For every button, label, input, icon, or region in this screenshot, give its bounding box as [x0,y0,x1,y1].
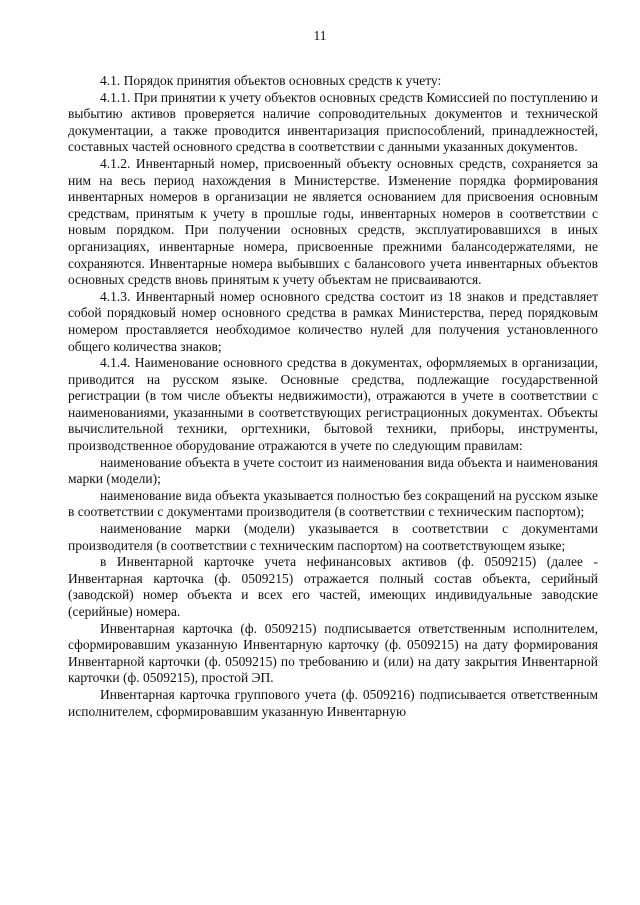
paragraph-section-4-1-2: 4.1.2. Инвентарный номер, присвоенный объекту основных средств, сохраняется за ним на весь период нахождения в Министерстве. Изменение порядка формирования инвентарных номеров в организации не является основанием для присвоения основным средствам, принятым к учету в прошлые годы, инвентарных номеров в соответствии с новым порядком. При получении основных средств, эксплуатировавшихся в иных организациях, инвентарные номера, присвоенные прежними балансодержателями, не сохраняются. Инвентарные номера выбывших с балансового учета инвентарных объектов основных средств вновь принятым к учету объектам не присваиваются. [68,155,598,288]
paragraph-inventory-card-signing: Инвентарная карточка (ф. 0509215) подписывается ответственным исполнителем, сформировавшим указанную Инвентарную карточку (ф. 0509215) на дату формирования Инвентарной карточки (ф. 0509215) по требованию и (или) на дату закрытия Инвентарной карточки (ф. 0509215), простой ЭП. [68,620,598,686]
document-body [68,73,598,720]
paragraph-rule-brand-model: наименование марки (модели) указывается в соответствии с документами производителя (в соответствии с техническим паспортом) на соответствующем языке; [68,521,598,553]
paragraph-section-4-1-4: 4.1.4. Наименование основного средства в документах, оформляемых в организации, приводится на русском языке. Основные средства, подлежащие государственной регистрации (в том числе объекты недвижимости), отражаются в учете в соответствии с наименованиями, указанными в соответствующих регистрационных документах. Объекты вычислительной техники, оргтехники, бытовой техники, приборы, инструменты, производственное оборудование отражаются в учете по следующим правилам: [68,355,598,454]
paragraph-rule-inventory-card: в Инвентарной карточке учета нефинансовых активов (ф. 0509215) (далее - Инвентарная карточка (ф. 0509215) отражается полный состав объекта, серийный (заводской) номер объекта и всех его частей, имеющих индивидуальные заводские (серийные) номера. [68,554,598,619]
page-number: 11 [313,28,327,43]
paragraph-rule-object-type: наименование вида объекта указывается полностью без сокращений на русском языке в соответствии с документами производителя (в соответствии с техническим паспортом); [68,487,598,520]
paragraph-section-4-1-1: 4.1.1. При принятии к учету объектов основных средств Комиссией по поступлению и выбытию активов проверяется наличие сопроводительных документов и технической документации, а также проводится инвентаризация приспособлений, принадлежностей, составных частей основного средства в соответствии с данными указанных документов. [68,89,598,155]
paragraph-section-4-1: 4.1. Порядок принятия объектов основных средств к учету: [100,73,442,88]
paragraph-section-4-1-3: 4.1.3. Инвентарный номер основного средства состоит из 18 знаков и представляет собой порядковый номер основного средства в рамках Министерства, перед порядковым номером проставляется необходимое количество нулей для получения установленного общего количества знаков; [68,288,598,354]
paragraph-rule-object-name: наименование объекта в учете состоит из наименования вида объекта и наименования марки (модели); [68,454,598,487]
paragraph-group-card-signing: Инвентарная карточка группового учета (ф. 0509216) подписывается ответственным исполнителем, сформировавшим указанную Инвентарную [68,686,598,719]
